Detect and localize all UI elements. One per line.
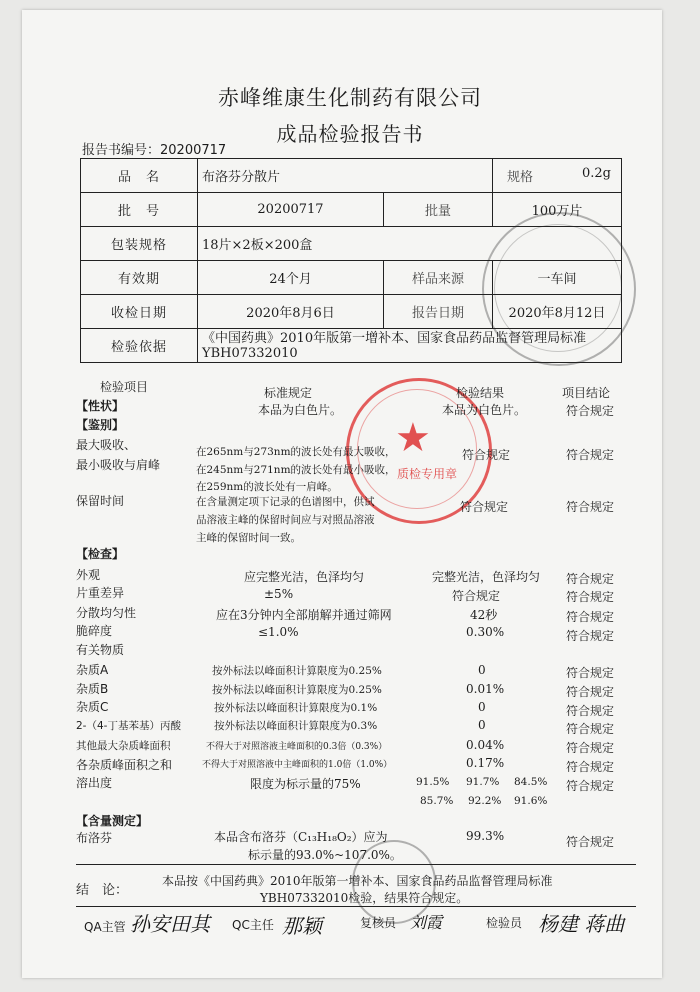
- qc-signature: 那颖: [282, 914, 322, 938]
- rt-conclusion: 符合规定: [566, 500, 615, 514]
- reviewer-label: 复核员: [360, 916, 397, 930]
- dissolution-r4: 85.7%: [420, 795, 454, 807]
- package-value: 18片×2板×200盒: [198, 227, 622, 261]
- dispersion-conclusion: 符合规定: [566, 610, 615, 624]
- assay-result: 99.3%: [466, 829, 505, 843]
- inspector-label: 检验员: [486, 916, 523, 930]
- impurity-c-item: 杂质C: [76, 700, 109, 714]
- conclusion-bottom-rule: [76, 906, 636, 907]
- qa-label: QA主管: [84, 920, 126, 934]
- report-number: 报告书编号：20200717: [82, 143, 227, 158]
- section-assay: 【含量测定】: [76, 814, 149, 828]
- weight-standard: ±5%: [264, 587, 294, 601]
- dispersion-result: 42秒: [470, 608, 498, 622]
- inspector-signature: 杨建 蒋曲: [538, 912, 625, 936]
- rt-std-2: 品溶液主峰的保留时间应与对照品溶液: [196, 514, 375, 526]
- impurity-2-standard: 按外标法以峰面积计算限度为0.3%: [214, 720, 378, 732]
- conclusion-label: 结 论：: [76, 883, 129, 898]
- rt-std-3: 主峰的保留时间一致。: [196, 532, 301, 544]
- quantity-value: 100万片: [493, 193, 622, 227]
- impurity-other-conclusion: 符合规定: [566, 741, 615, 755]
- info-table: [80, 158, 622, 363]
- uv-item-1: 最大吸收、: [76, 438, 137, 452]
- dissolution-r5: 92.2%: [468, 795, 502, 807]
- spec-cell: [493, 159, 622, 193]
- rt-item: 保留时间: [76, 494, 125, 508]
- friability-result: 0.30%: [466, 625, 505, 639]
- section-check: 【检查】: [76, 547, 125, 561]
- impurity-b-standard: 按外标法以峰面积计算限度为0.25%: [212, 684, 382, 696]
- source-label: 样品来源: [384, 261, 493, 295]
- batch-label: 批 号: [81, 193, 198, 227]
- uv-conclusion: 符合规定: [566, 448, 615, 462]
- assay-item: 布洛芬: [76, 831, 113, 845]
- impurity-other-result: 0.04%: [466, 738, 505, 752]
- rt-std-1: 在含量测定项下记录的色谱图中，供试: [196, 496, 375, 508]
- qa-signature: 孙安田其: [130, 912, 210, 936]
- basis-cell: [198, 329, 622, 363]
- friability-conclusion: 符合规定: [566, 629, 615, 643]
- quantity-label: 批量: [384, 193, 493, 227]
- impurity-sum-conclusion: 符合规定: [566, 760, 615, 774]
- basis-value-line2: YBH07332010: [202, 345, 298, 361]
- impurity-c-result: 0: [478, 700, 486, 714]
- receive-date-value: 2020年8月6日: [198, 295, 384, 329]
- package-label: 包装规格: [81, 227, 198, 261]
- appearance-standard: 应完整光洁，色泽均匀: [244, 570, 365, 584]
- uv-std-3: 在259nm的波长处有一肩峰。: [196, 481, 338, 493]
- col-conclusion-header: 项目结论: [562, 386, 611, 400]
- report-date-label: 报告日期: [384, 295, 493, 329]
- validity-label: 有效期: [81, 261, 198, 295]
- traits-standard: 本品为白色片。: [258, 403, 343, 417]
- assay-conclusion: 符合规定: [566, 835, 615, 849]
- impurity-sum-item: 各杂质峰面积之和: [76, 758, 173, 772]
- qc-label: QC主任: [232, 918, 274, 932]
- impurity-b-item: 杂质B: [76, 682, 109, 696]
- assay-std-2: 标示量的93.0%~107.0%。: [248, 848, 402, 862]
- receive-date-label: 收检日期: [81, 295, 198, 329]
- uv-std-1: 在265nm与273nm的波长处有最大吸收，: [196, 446, 396, 458]
- spec-label: 规格: [507, 170, 534, 185]
- uv-std-2: 在245nm与271nm的波长处有最小吸收，: [196, 464, 396, 476]
- col-standard-header: 标准规定: [264, 386, 313, 400]
- col-item-header: 检验项目: [100, 380, 149, 394]
- basis-label: 检验依据: [81, 329, 198, 363]
- related-substances-item: 有关物质: [76, 643, 125, 657]
- source-value: 一车间: [493, 261, 622, 295]
- conclusion-text-1: 本品按《中国药典》2010年版第一增补本、国家食品药品监督管理局标准: [162, 874, 553, 888]
- dispersion-standard: 应在3分钟内全部崩解并通过筛网: [216, 608, 392, 622]
- uv-result: 符合规定: [462, 448, 511, 462]
- impurity-other-standard: 不得大于对照溶液主峰面积的0.3倍（0.3%）: [206, 742, 388, 752]
- weight-conclusion: 符合规定: [566, 590, 615, 604]
- traits-conclusion: 符合规定: [566, 404, 615, 418]
- batch-value: 20200717: [198, 193, 384, 227]
- impurity-a-conclusion: 符合规定: [566, 666, 615, 680]
- report-title: 成品检验报告书: [276, 122, 424, 146]
- section-identify: 【鉴别】: [76, 418, 125, 432]
- conclusion-text-2: YBH07332010检验，结果符合规定。: [260, 891, 469, 905]
- product-name-label: 品 名: [81, 159, 198, 193]
- traits-result: 本品为白色片。: [442, 403, 527, 417]
- impurity-2-conclusion: 符合规定: [566, 722, 615, 736]
- basis-value-line1: 《中国药典》2010年版第一增补本、国家食品药品监督管理局标准: [202, 330, 587, 346]
- dissolution-r6: 91.6%: [514, 795, 548, 807]
- dissolution-standard: 限度为标示量的75%: [250, 777, 361, 791]
- impurity-2-item: 2-（4-丁基苯基）丙酸: [76, 720, 181, 732]
- impurity-b-conclusion: 符合规定: [566, 685, 615, 699]
- impurity-c-standard: 按外标法以峰面积计算限度为0.1%: [214, 702, 378, 714]
- stamp-text: 质检专用章: [397, 467, 458, 481]
- report-date-value: 2020年8月12日: [493, 295, 622, 329]
- appearance-conclusion: 符合规定: [566, 572, 615, 586]
- dispersion-item: 分散均匀性: [76, 606, 137, 620]
- impurity-c-conclusion: 符合规定: [566, 704, 615, 718]
- appearance-result: 完整光洁，色泽均匀: [432, 570, 541, 584]
- uv-item-2: 最小吸收与肩峰: [76, 458, 161, 472]
- impurity-a-result: 0: [478, 663, 486, 677]
- product-name: 布洛芬分散片: [198, 159, 493, 193]
- rt-result: 符合规定: [460, 500, 509, 514]
- friability-standard: ≤1.0%: [258, 625, 299, 639]
- impurity-other-item: 其他最大杂质峰面积: [76, 740, 171, 752]
- conclusion-top-rule: [76, 864, 636, 865]
- spec-value: 0.2g: [582, 166, 611, 181]
- impurity-sum-standard: 不得大于对照溶液中主峰面积的1.0倍（1.0%）: [202, 760, 393, 770]
- dissolution-r2: 91.7%: [466, 776, 500, 788]
- weight-result: 符合规定: [452, 589, 501, 603]
- impurity-sum-result: 0.17%: [466, 756, 505, 770]
- impurity-a-item: 杂质A: [76, 663, 109, 677]
- friability-item: 脆碎度: [76, 624, 113, 638]
- col-result-header: 检验结果: [456, 386, 505, 400]
- section-traits: 【性状】: [76, 399, 125, 413]
- dissolution-item: 溶出度: [76, 776, 113, 790]
- validity-value: 24个月: [198, 261, 384, 295]
- dissolution-r3: 84.5%: [514, 776, 548, 788]
- weight-item: 片重差异: [76, 586, 125, 600]
- impurity-b-result: 0.01%: [466, 682, 505, 696]
- appearance-item: 外观: [76, 568, 101, 582]
- company-name: 赤峰维康生化制药有限公司: [218, 86, 482, 110]
- star-icon: ★: [395, 415, 431, 461]
- assay-std-1: 本品含布洛芬（C₁₃H₁₈O₂）应为: [214, 830, 388, 844]
- reviewer-signature: 刘霞: [410, 913, 443, 932]
- impurity-a-standard: 按外标法以峰面积计算限度为0.25%: [212, 665, 382, 677]
- dissolution-r1: 91.5%: [416, 776, 450, 788]
- dissolution-conclusion: 符合规定: [566, 779, 615, 793]
- impurity-2-result: 0: [478, 718, 486, 732]
